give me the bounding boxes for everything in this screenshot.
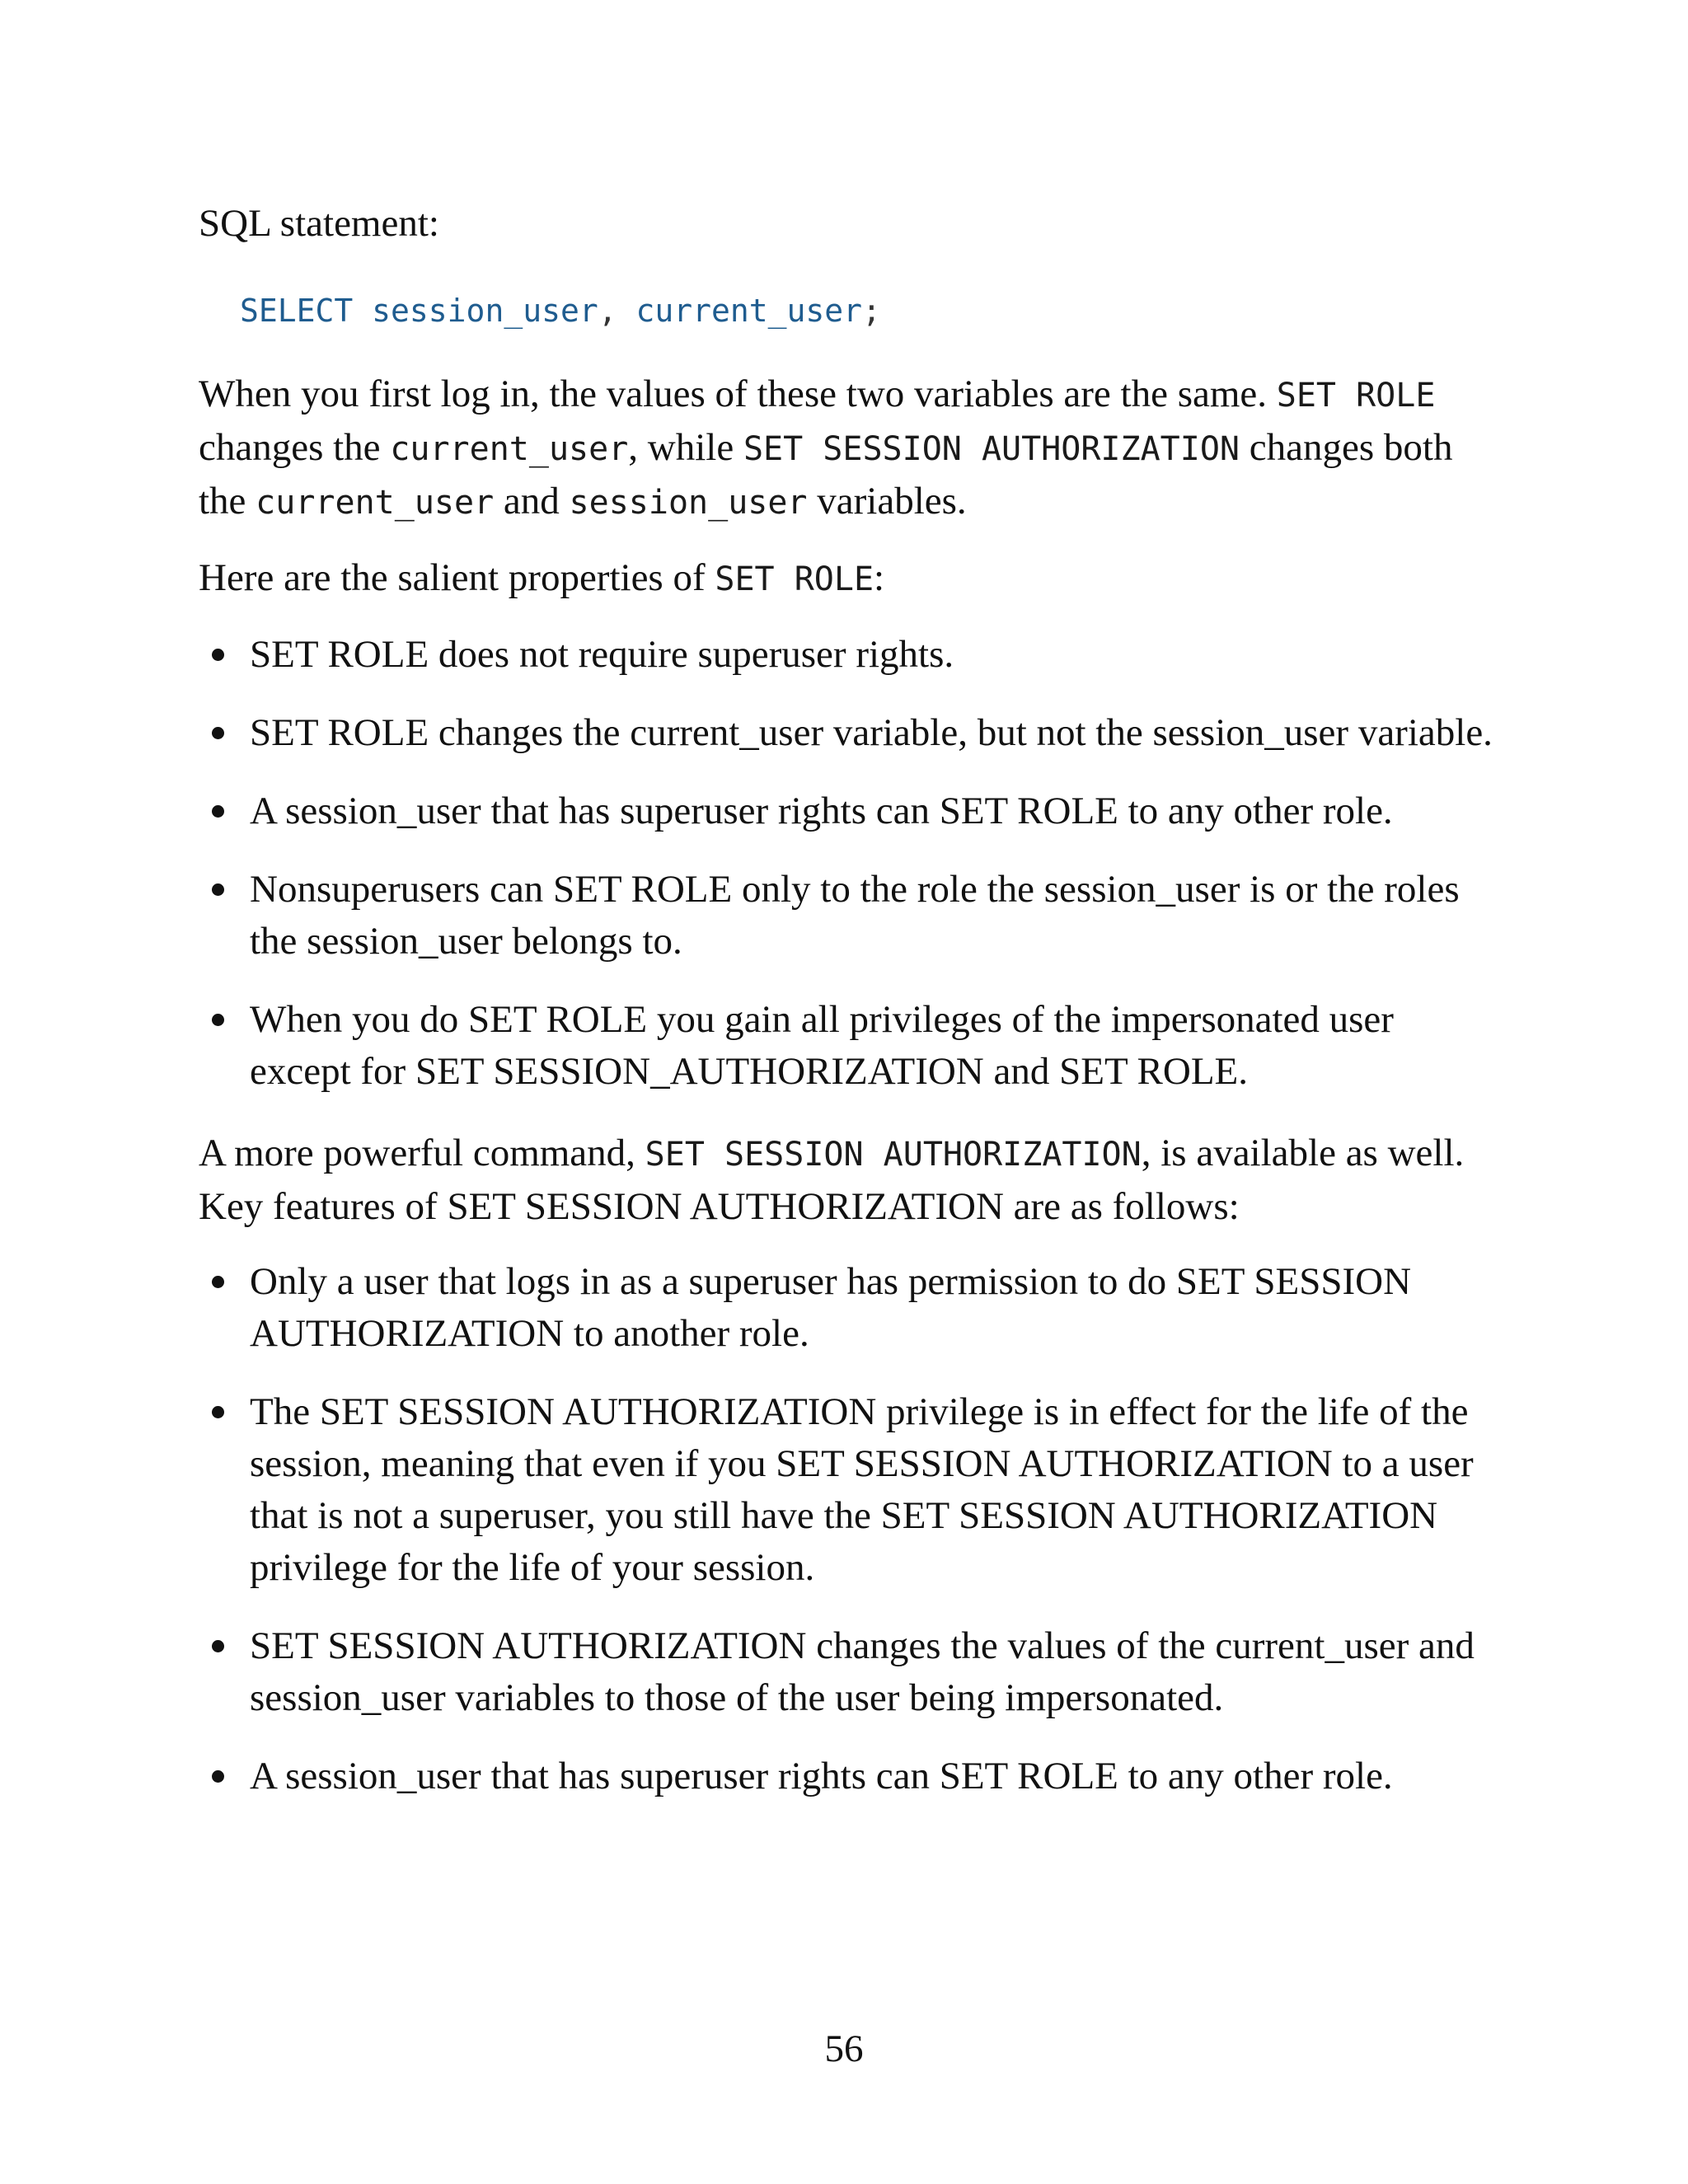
list-item-text: The SET SESSION AUTHORIZATION privilege is in effect for the life of the session, meaning that even if you SET SESSION AUTHORIZATION to a user that is not a superuser, you still have the SET SESSION AUTHORIZATION privilege for the life of your session. <box>250 1390 1474 1589</box>
list-item-text: SET ROLE does not require superuser rights. <box>250 633 954 676</box>
text-run: A more powerful command, <box>199 1132 645 1174</box>
bullet-icon <box>212 883 224 896</box>
bullet-icon <box>212 1276 224 1288</box>
bullet-icon <box>212 1406 224 1418</box>
text-run: , is available as well. Key features of SET SESSION AUTHORIZATION are as follows: <box>199 1132 1465 1228</box>
code-arg-session-user: session_user <box>372 293 598 329</box>
inline-code-set-session-authorization: SET SESSION AUTHORIZATION <box>645 1136 1142 1174</box>
code-semicolon: ; <box>862 293 881 329</box>
list-item-text: SET ROLE changes the current_user variable, but not the session_user variable. <box>250 711 1493 754</box>
list-item <box>199 785 1493 837</box>
bullet-icon <box>212 1014 224 1026</box>
code-comma: , <box>598 293 617 329</box>
list-item <box>199 994 1493 1098</box>
intro-text: SQL statement: <box>199 202 439 245</box>
list-item <box>199 707 1493 759</box>
inline-code-set-role: SET ROLE <box>715 560 874 598</box>
page-number: 56 <box>824 2027 864 2070</box>
list-item-text: SET SESSION AUTHORIZATION changes the values of the current_user and session_user variables to those of the user being impersonated. <box>250 1624 1475 1719</box>
list-item <box>199 864 1493 968</box>
inline-code-set-role: SET ROLE <box>1276 377 1436 415</box>
list-item-text: Only a user that logs in as a superuser has permission to do SET SESSION AUTHORIZATION to another role. <box>250 1260 1412 1355</box>
list-item-text: Nonsuperusers can SET ROLE only to the role the session_user is or the roles the session_user belongs to. <box>250 868 1460 963</box>
code-keyword: SELECT <box>240 293 354 329</box>
text-run: Here are the salient properties of <box>199 556 715 599</box>
list-item <box>199 1750 1493 1802</box>
list-item-text: A session_user that has superuser rights can SET ROLE to any other role. <box>250 790 1393 832</box>
text-run: : <box>874 556 885 599</box>
list-item <box>199 1620 1493 1724</box>
text-run: variables. <box>807 480 967 523</box>
set-role-properties-list <box>199 629 1493 1098</box>
bullet-icon <box>212 1640 224 1652</box>
bullet-icon <box>212 1770 224 1783</box>
code-block <box>240 286 1493 335</box>
text-run: and <box>494 480 570 523</box>
inline-code-session-user: session_user <box>569 484 808 522</box>
text-run: When you first log in, the values of these two variables are the same. <box>199 373 1277 415</box>
code-arg-current-user: current_user <box>635 293 863 329</box>
paragraph-variables <box>199 368 1493 529</box>
bullet-icon <box>212 805 224 818</box>
inline-code-set-session-authorization: SET SESSION AUTHORIZATION <box>743 430 1240 468</box>
list-item-text: A session_user that has superuser rights can SET ROLE to any other role. <box>250 1755 1393 1797</box>
inline-code-current-user: current_user <box>256 484 495 522</box>
text-run: , while <box>628 426 743 469</box>
paragraph-session-authorization-intro <box>199 1127 1493 1233</box>
paragraph-set-role-intro <box>199 552 1493 606</box>
inline-code-current-user: current_user <box>390 430 629 468</box>
list-item <box>199 1256 1493 1360</box>
list-item <box>199 1386 1493 1594</box>
session-authorization-features-list <box>199 1256 1493 1802</box>
page-body <box>199 198 1493 1832</box>
list-item <box>199 629 1493 681</box>
bullet-icon <box>212 649 224 661</box>
text-run: changes the <box>199 426 391 469</box>
text-run: changes both the <box>199 426 1453 523</box>
list-item-text: When you do SET ROLE you gain all privileges of the impersonated user except for SET SESSION_AUTHORIZATION and SET ROLE. <box>250 998 1394 1093</box>
bullet-icon <box>212 727 224 739</box>
